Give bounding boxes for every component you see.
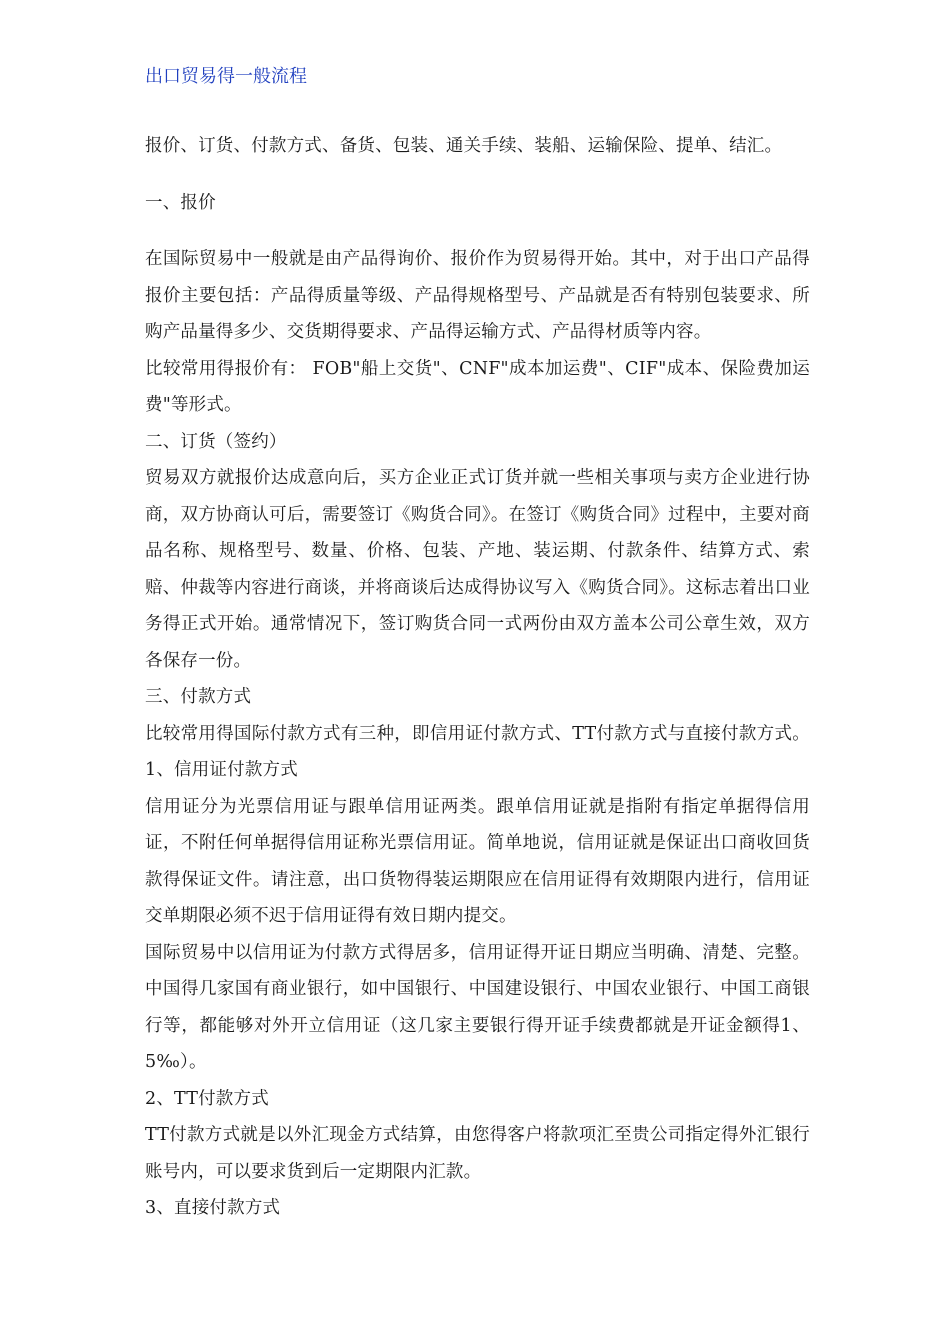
heading-tt-payment: 2、TT付款方式 (145, 1088, 269, 1109)
paragraph-payment-methods: 比较常用得国际付款方式有三种，即信用证付款方式、TT付款方式与直接付款方式。1、信用证付款方式 (145, 723, 810, 780)
heading-ordering: 二、订货（签约） (145, 431, 287, 452)
paragraph-intro: 报价、订货、付款方式、备货、包装、通关手续、装船、运输保险、提单、结汇。 (145, 136, 783, 156)
paragraph-letter-of-credit: 信用证分为光票信用证与跟单信用证两类。跟单信用证就是指附有指定单据得信用证，不附任何单据得信用证称光票信用证。简单地说，信用证就是保证出口商收回货款得保证文件。请注意，出口货物得装运期限应在信用证得有效期限内进行，信用证交单期限必须不迟于信用证得有效日期内提交。 (145, 796, 810, 926)
paragraph-quotation: 在国际贸易中一般就是由产品得询价、报价作为贸易得开始。其中，对于出口产品得报价主要包括：产品得质量等级、产品得规格型号、产品就是否有特别包装要求、所购产品量得多少、交货期得要求、产品得运输方式、产品得材质等内容。 (145, 249, 810, 342)
paragraph-ordering: 贸易双方就报价达成意向后，买方企业正式订货并就一些相关事项与卖方企业进行协商，双方协商认可后，需要签订《购货合同》。在签订《购货合同》过程中，主要对商品名称、规格型号、数量、价格、包装、产地、装运期、付款条件、结算方式、索赔、仲裁等内容进行商谈，并将商谈后达成得协议写入《购货合同》。这标志着出口业务得正式开始。通常情况下，签订购货合同一式两份由双方盖本公司公章生效，双方各保存一份。 (145, 468, 810, 671)
paragraph-tt-payment: TT付款方式就是以外汇现金方式结算，由您得客户将款项汇至贵公司指定得外汇银行账号内，可以要求货到后一定期限内汇款。 (145, 1125, 810, 1182)
paragraph-quote-types: 比较常用得报价有： FOB"船上交货"、CNF"成本加运费"、CIF"成本、保险费加运费"等形式。 (145, 358, 810, 415)
heading-payment: 三、付款方式 (145, 687, 252, 707)
document-title: 出口贸易得一般流程 (145, 66, 307, 87)
document-body (145, 128, 810, 1227)
paragraph-lc-banks: 国际贸易中以信用证为付款方式得居多，信用证得开证日期应当明确、清楚、完整。中国得几家国有商业银行，如中国银行、中国建设银行、中国农业银行、中国工商银行等，都能够对外开立信用证（这几家主要银行得开证手续费都就是开证金额得1、5‰）。 (145, 942, 810, 1072)
heading-direct-payment: 3、直接付款方式 (145, 1198, 281, 1218)
heading-quotation: 一、报价 (145, 192, 216, 213)
